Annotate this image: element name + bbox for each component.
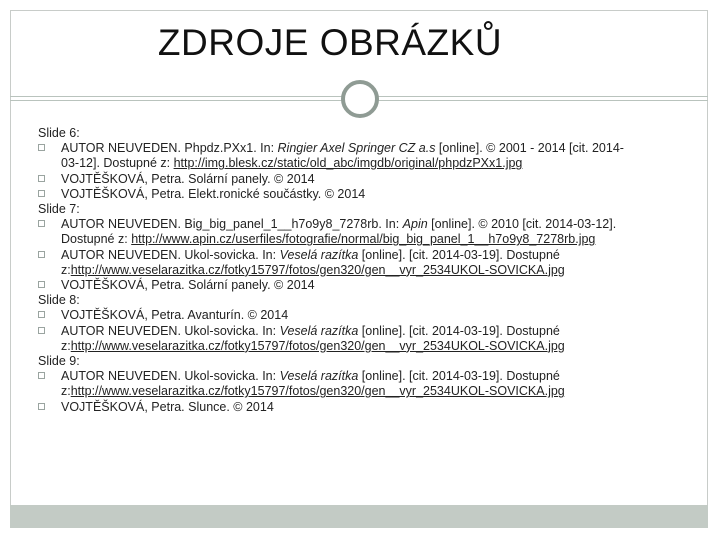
checkbox-bullet-icon xyxy=(38,251,45,258)
reference-item xyxy=(38,324,638,354)
slide-heading: Slide 6: xyxy=(38,126,80,140)
reference-text: VOJTĚŠKOVÁ, Petra. Elekt.ronické součástky. © 2014 xyxy=(61,186,366,201)
reference-text: AUTOR NEUVEDEN. Ukol-sovicka. In: xyxy=(61,323,280,338)
source-title: Veselá razítka xyxy=(279,323,359,338)
checkbox-bullet-icon xyxy=(38,327,45,334)
reference-text: VOJTĚŠKOVÁ, Petra. Avanturín. © 2014 xyxy=(61,308,289,323)
checkbox-bullet-icon xyxy=(38,175,45,182)
source-link[interactable]: http://www.apin.cz/userfiles/fotografie/normal/big_big_panel_1__h7o9y8_7278rb.jpg xyxy=(131,232,596,247)
reference-text-tail: [online]. © 2001 - 2014 [cit. 2014-03-12]. Dostupné z: xyxy=(61,141,624,171)
checkbox-bullet-icon xyxy=(38,190,45,197)
reference-item xyxy=(38,172,638,187)
source-link[interactable]: http://www.veselarazitka.cz/fotky15797/fotos/gen320/gen__vyr_2534UKOL-SOVICKA.jpg xyxy=(70,384,565,399)
reference-item xyxy=(38,248,638,278)
reference-text: AUTOR NEUVEDEN. Big_big_panel_1__h7o9y8_7278rb. In: xyxy=(61,217,403,232)
checkbox-bullet-icon xyxy=(38,281,45,288)
checkbox-bullet-icon xyxy=(38,144,45,151)
slide-heading: Slide 7: xyxy=(38,202,80,217)
source-link[interactable]: http://www.veselarazitka.cz/fotky15797/fotos/gen320/gen__vyr_2534UKOL-SOVICKA.jpg xyxy=(70,262,565,277)
reference-item xyxy=(38,400,638,415)
reference-text: AUTOR NEUVEDEN. Ukol-sovicka. In: xyxy=(61,369,280,384)
reference-item xyxy=(38,369,638,399)
source-link[interactable]: http://www.veselarazitka.cz/fotky15797/fotos/gen320/gen__vyr_2534UKOL-SOVICKA.jpg xyxy=(70,338,565,353)
reference-text: AUTOR NEUVEDEN. Phpdz.PXx1. In: xyxy=(61,141,278,156)
reference-item xyxy=(38,187,638,202)
reference-text: VOJTĚŠKOVÁ, Petra. Solární panely. © 2014 xyxy=(61,278,315,293)
reference-text: VOJTĚŠKOVÁ, Petra. Slunce. © 2014 xyxy=(61,399,274,414)
reference-text-tail: [online]. © 2010 [cit. 2014-03-12]. Dostupné z: xyxy=(61,217,617,247)
source-link[interactable]: http://img.blesk.cz/static/old_abc/imgdb/original/phpdzPXx1.jpg xyxy=(173,156,523,171)
reference-item xyxy=(38,308,638,323)
slide-heading: Slide 8: xyxy=(38,293,80,308)
source-title: Apin xyxy=(402,217,428,232)
footer-bar xyxy=(10,505,708,528)
checkbox-bullet-icon xyxy=(38,372,45,379)
reference-text: AUTOR NEUVEDEN. Ukol-sovicka. In: xyxy=(61,247,280,262)
reference-item xyxy=(38,141,638,171)
source-title: Veselá razítka xyxy=(279,369,359,384)
circle-ornament-icon xyxy=(341,80,379,118)
checkbox-bullet-icon xyxy=(38,403,45,410)
reference-item xyxy=(38,278,638,293)
reference-text-tail: [online]. [cit. 2014-03-19]. Dostupné z: xyxy=(61,247,560,277)
references-list xyxy=(38,126,638,415)
source-title: Ringier Axel Springer CZ a.s xyxy=(277,141,436,156)
source-title: Veselá razítka xyxy=(279,247,359,262)
checkbox-bullet-icon xyxy=(38,220,45,227)
reference-text-tail: [online]. [cit. 2014-03-19]. Dostupné z: xyxy=(61,323,560,353)
reference-item xyxy=(38,217,638,247)
slide-heading: Slide 9: xyxy=(38,354,80,369)
checkbox-bullet-icon xyxy=(38,311,45,318)
reference-text-tail: [online]. [cit. 2014-03-19]. Dostupné z: xyxy=(61,369,560,399)
slide-title: ZDROJE OBRÁZKŮ xyxy=(157,22,503,63)
reference-text: VOJTĚŠKOVÁ, Petra. Solární panely. © 2014 xyxy=(61,171,315,186)
